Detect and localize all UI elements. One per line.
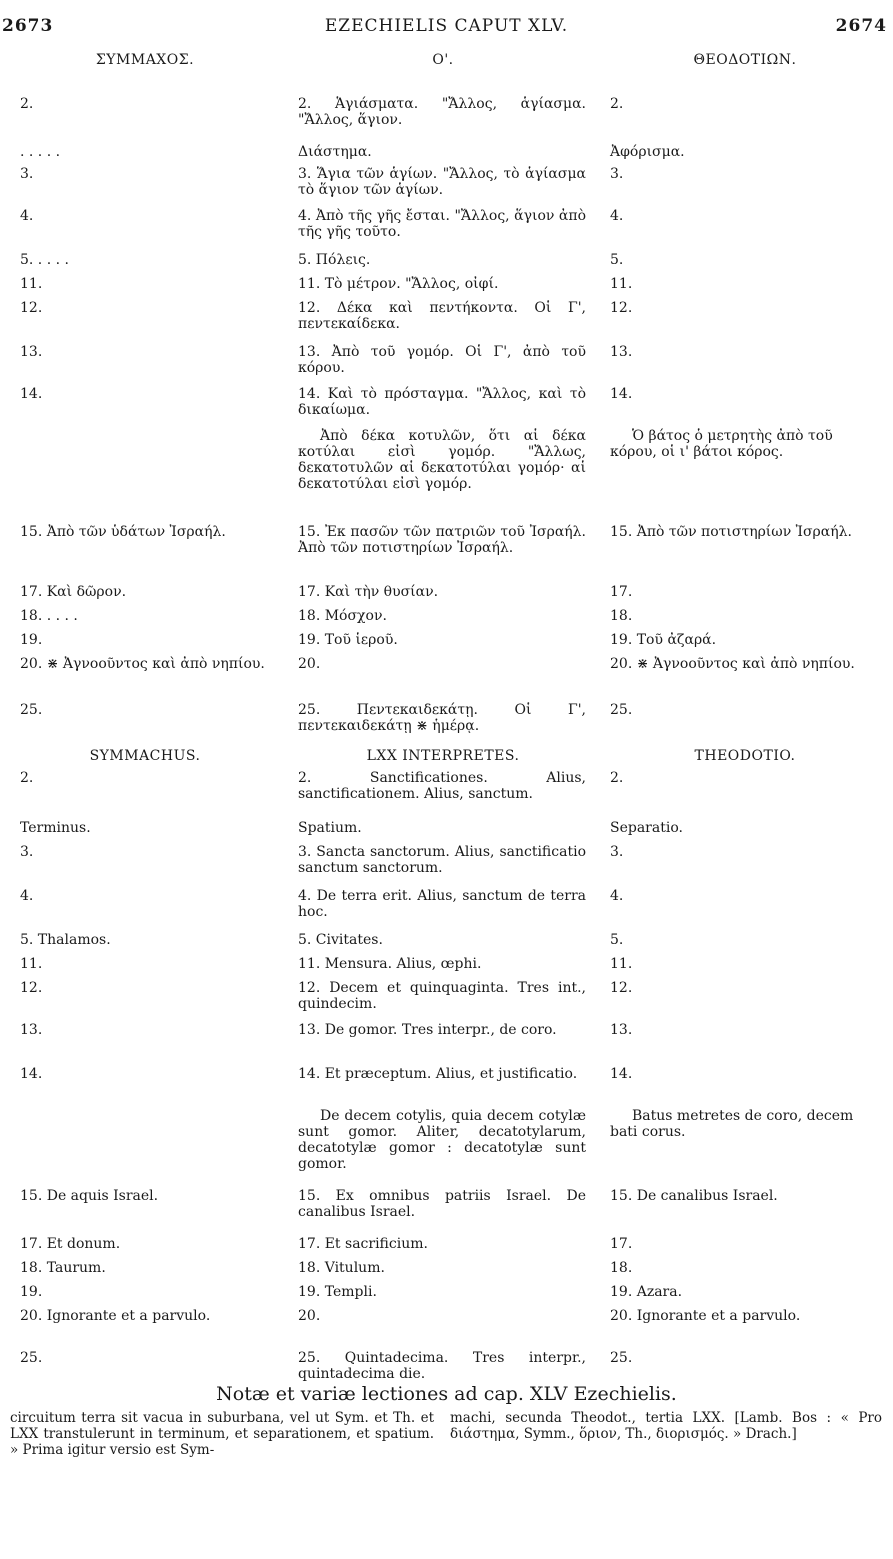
latin-c2-entry: 4. De terra erit. Alius, sanctum de terra hoc.: [298, 888, 586, 920]
greek-c1-entry: 13.: [20, 344, 43, 360]
greek-c2-entry: 13. Ἀπὸ τοῦ γομόρ. Οἱ Γ', ἀπὸ τοῦ κόρου.: [298, 344, 586, 376]
greek-c3-entry: 19. Τοῦ ἀζαρά.: [610, 632, 717, 648]
greek-c3-entry: 14.: [610, 386, 633, 402]
greek-c1-entry: 4.: [20, 208, 34, 224]
greek-c3-entry: 18.: [610, 608, 633, 624]
latin-c3-entry: 25.: [610, 1350, 633, 1366]
latin-c1-entry: 19.: [20, 1284, 43, 1300]
latin-c1-entry: 14.: [20, 1066, 43, 1082]
latin-c2-entry: 3. Sancta sanctorum. Alius, sanctificatio sanctum sanctorum.: [298, 844, 586, 876]
latin-c2-entry: 15. Ex omnibus patriis Israel. De canalibus Israel.: [298, 1188, 586, 1220]
greek-c2-entry: Διάστημα.: [298, 144, 372, 160]
page-header: [0, 16, 893, 40]
greek-c3-entry: 3.: [610, 166, 624, 182]
greek-c1-entry: 20. ⋇ Ἀγνοοῦντος καὶ ἀπὸ νηπίου.: [20, 656, 265, 672]
greek-c2-entry: 4. Ἀπὸ τῆς γῆς ἔσται. "Ἄλλος, ἅγιον ἀπὸ τῆς γῆς τοῦτο.: [298, 208, 586, 240]
greek-c1-entry: 19.: [20, 632, 43, 648]
greek-c2-entry: 2. Ἁγιάσματα. "Ἄλλος, ἁγίασμα. "Ἄλλος, ἅγιον.: [298, 96, 586, 128]
greek-c3-entry: 5.: [610, 252, 624, 268]
greek-c3-entry: 13.: [610, 344, 633, 360]
greek-c2-entry: 11. Τὸ μέτρον. "Ἄλλος, οἰφί.: [298, 276, 499, 292]
notes-right-column: machi, secunda Theodot., tertia LXX. [Lamb. Bos : « Pro διάστημα, Symm., ὅριον, Th., διορισμός. » Drach.]: [450, 1410, 882, 1442]
greek-c1-entry: 11.: [20, 276, 43, 292]
latin-c1-entry: 11.: [20, 956, 43, 972]
latin-c1-entry: 25.: [20, 1350, 43, 1366]
latin-c2-entry: 12. Decem et quinquaginta. Tres int., quindecim.: [298, 980, 586, 1012]
latin-c1-entry: 18. Taurum.: [20, 1260, 106, 1276]
greek-c3-entry: 17.: [610, 584, 633, 600]
greek-c3-entry: 15. Ἀπὸ τῶν ποτιστηρίων Ἰσραήλ.: [610, 524, 852, 540]
greek-c1-entry: . . . . .: [20, 144, 61, 160]
latin-c2-entry: 19. Templi.: [298, 1284, 377, 1300]
latin-c3-entry: 17.: [610, 1236, 633, 1252]
greek-c1-entry: 3.: [20, 166, 34, 182]
latin-c2-entry: 11. Mensura. Alius, œphi.: [298, 956, 482, 972]
greek-col-head-symmachus: ΣΥΜΜΑΧΟΣ.: [95, 52, 195, 68]
greek-c1-entry: 25.: [20, 702, 43, 718]
greek-c2-entry: 20.: [298, 656, 321, 672]
latin-c1-entry: 12.: [20, 980, 43, 996]
latin-c2-entry: 5. Civitates.: [298, 932, 383, 948]
greek-c2-entry: 19. Τοῦ ἱεροῦ.: [298, 632, 398, 648]
latin-c3-entry: 12.: [610, 980, 633, 996]
greek-c1-entry: 2.: [20, 96, 34, 112]
page-title: EZECHIELIS CAPUT XLV.: [324, 16, 569, 36]
page-number-right: 2674: [835, 16, 887, 36]
latin-c2-entry: 18. Vitulum.: [298, 1260, 385, 1276]
greek-col-head-theodotion: ΘΕΟΔΟΤΙΩΝ.: [693, 52, 797, 68]
latin-c2-entry: 17. Et sacrificium.: [298, 1236, 428, 1252]
latin-c3-entry: 19. Azara.: [610, 1284, 683, 1300]
latin-c1-entry: 2.: [20, 770, 34, 786]
latin-c3-entry: 15. De canalibus Israel.: [610, 1188, 778, 1204]
latin-c2-entry: 14. Et præceptum. Alius, et justificatio.: [298, 1066, 578, 1082]
latin-c3-entry: 20. Ignorante et a parvulo.: [610, 1308, 801, 1324]
greek-c1-entry: 15. Ἀπὸ τῶν ὑδάτων Ἰσραήλ.: [20, 524, 226, 540]
latin-c2-entry: De decem cotylis, quia decem cotylæ sunt gomor. Aliter, decatotylarum, decatotylæ gomor : decatotylæ sunt gomor.: [298, 1108, 586, 1172]
page-number-left: 2673: [2, 16, 54, 36]
latin-col-head-symmachus: SYMMACHUS.: [89, 748, 201, 764]
latin-c3-entry: 11.: [610, 956, 633, 972]
greek-col-head-lxx: Ο'.: [432, 52, 454, 68]
latin-c1-entry: 3.: [20, 844, 34, 860]
latin-c2-entry: 25. Quintadecima. Tres interpr., quintadecima die.: [298, 1350, 586, 1382]
greek-c1-entry: 12.: [20, 300, 43, 316]
latin-col-head-lxx: LXX INTERPRETES.: [366, 748, 520, 764]
greek-c3-entry: Ἀφόρισμα.: [610, 144, 685, 160]
greek-c3-entry: 4.: [610, 208, 624, 224]
greek-c2-entry: Ἀπὸ δέκα κοτυλῶν, ὅτι αἱ δέκα κοτύλαι εἰσὶ γομόρ. "Ἄλλως, δεκατοτυλῶν αἱ δεκατοτύλαι γομόρ· αἱ δεκατοτύλαι εἰσὶ γομόρ.: [298, 428, 586, 492]
greek-c3-entry: 20. ⋇ Ἀγνοοῦντος καὶ ἀπὸ νηπίου.: [610, 656, 855, 672]
latin-c3-entry: Separatio.: [610, 820, 683, 836]
latin-c1-entry: 15. De aquis Israel.: [20, 1188, 159, 1204]
greek-c2-entry: 5. Πόλεις.: [298, 252, 371, 268]
latin-c1-entry: 4.: [20, 888, 34, 904]
greek-c3-entry: 2.: [610, 96, 624, 112]
notes-title: Notæ et variæ lectiones ad cap. XLV Ezechielis.: [216, 1383, 677, 1405]
greek-c3-entry: Ὁ βάτος ὁ μετρητὴς ἀπὸ τοῦ κόρου, οἱ ι' βάτοι κόρος.: [610, 428, 833, 460]
greek-c1-entry: 14.: [20, 386, 43, 402]
latin-c1-entry: 17. Et donum.: [20, 1236, 121, 1252]
latin-c2-entry: 2. Sanctificationes. Alius, sanctificationem. Alius, sanctum.: [298, 770, 586, 802]
latin-c3-entry: 3.: [610, 844, 624, 860]
latin-c2-entry: 20.: [298, 1308, 321, 1324]
latin-col-head-theodotion: THEODOTIO.: [694, 748, 796, 764]
latin-c1-entry: 20. Ignorante et a parvulo.: [20, 1308, 211, 1324]
greek-c3-entry: 25.: [610, 702, 633, 718]
latin-c1-entry: Terminus.: [20, 820, 91, 836]
latin-c3-entry: 5.: [610, 932, 624, 948]
notes-left-column: circuitum terra sit vacua in suburbana, vel ut Sym. et Th. et LXX transtulerunt in terminum, et separationem, et spatium. » Prima igitur versio est Sym-: [10, 1410, 434, 1458]
latin-c3-entry: 18.: [610, 1260, 633, 1276]
greek-c1-entry: 5. . . . .: [20, 252, 69, 268]
greek-c1-entry: 18. . . . .: [20, 608, 78, 624]
greek-c2-entry: 3. Ἅγια τῶν ἁγίων. "Ἄλλος, τὸ ἁγίασμα τὸ ἅγιον τῶν ἁγίων.: [298, 166, 586, 198]
latin-c3-entry: 13.: [610, 1022, 633, 1038]
latin-c1-entry: 5. Thalamos.: [20, 932, 111, 948]
latin-c1-entry: 13.: [20, 1022, 43, 1038]
greek-c3-entry: 12.: [610, 300, 633, 316]
greek-c2-entry: 15. Ἐκ πασῶν τῶν πατριῶν τοῦ Ἰσραήλ. Ἀπὸ τῶν ποτιστηρίων Ἰσραήλ.: [298, 524, 586, 556]
latin-c3-entry: 2.: [610, 770, 624, 786]
greek-c2-entry: 18. Μόσχον.: [298, 608, 387, 624]
greek-c2-entry: 12. Δέκα καὶ πεντήκοντα. Οἱ Γ', πεντεκαίδεκα.: [298, 300, 586, 332]
greek-c3-entry: 11.: [610, 276, 633, 292]
greek-c1-entry: 17. Καὶ δῶρον.: [20, 584, 127, 600]
greek-c2-entry: 25. Πεντεκαιδεκάτῃ. Οἱ Γ', πεντεκαιδεκάτῃ ⋇ ἡμέρᾳ.: [298, 702, 586, 734]
greek-c2-entry: 17. Καὶ τὴν θυσίαν.: [298, 584, 439, 600]
latin-c2-entry: 13. De gomor. Tres interpr., de coro.: [298, 1022, 557, 1038]
latin-c3-entry: 14.: [610, 1066, 633, 1082]
latin-c3-entry: Batus metretes de coro, decem bati corus.: [610, 1108, 854, 1140]
latin-c3-entry: 4.: [610, 888, 624, 904]
greek-c2-entry: 14. Καὶ τὸ πρόσταγμα. "Ἄλλος, καὶ τὸ δικαίωμα.: [298, 386, 586, 418]
latin-c2-entry: Spatium.: [298, 820, 362, 836]
